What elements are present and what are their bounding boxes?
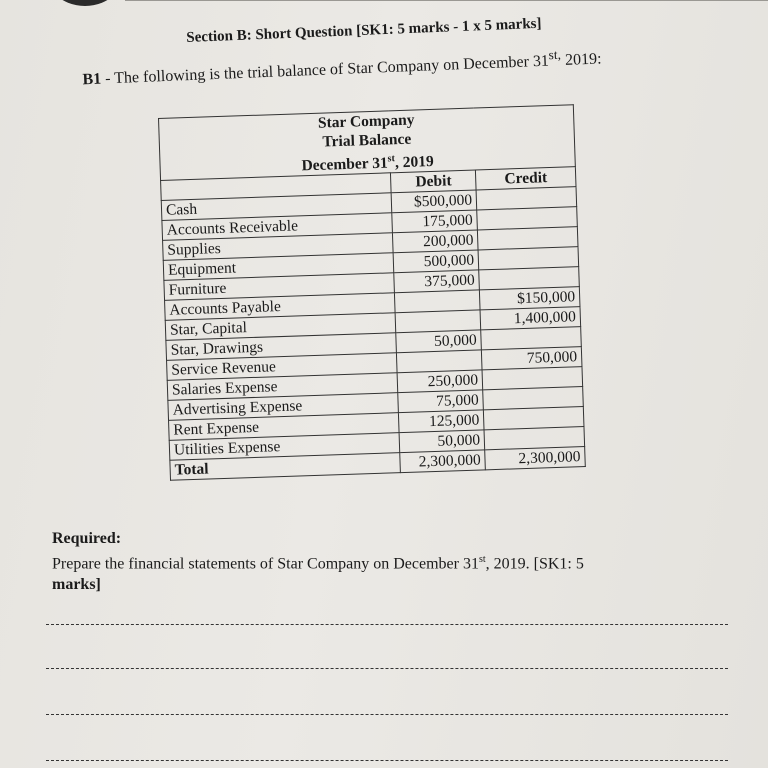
header-rule [125, 0, 768, 1]
credit-cell: 1,400,000 [480, 307, 580, 330]
debit-cell: 75,000 [398, 390, 484, 413]
credit-cell: $150,000 [480, 287, 580, 310]
account-cell: Star, Drawings [166, 333, 397, 361]
required-marks: marks] [52, 576, 101, 594]
debit-cell: 50,000 [396, 330, 482, 353]
debit-cell: 250,000 [397, 370, 483, 393]
question-number: B1 [82, 70, 102, 89]
account-cell: Star, Capital [165, 313, 396, 341]
question-year: 2019: [560, 50, 602, 70]
debit-header: Debit [391, 170, 477, 193]
debit-cell: 375,000 [394, 270, 480, 293]
account-cell: Rent Expense [169, 413, 400, 441]
account-cell: Cash [161, 193, 392, 221]
question-b1 [82, 45, 602, 89]
total-credit: 2,300,000 [485, 447, 585, 470]
answer-line [46, 668, 728, 669]
credit-cell: 750,000 [482, 347, 582, 370]
account-cell: Furniture [164, 273, 395, 301]
account-cell: Equipment [163, 253, 394, 281]
required-text: Prepare the financial statements of Star Company on December 31st, 2019. [SK1: 5 [52, 554, 584, 573]
statement-date: December 31st, 2019 [301, 153, 434, 175]
answer-line [46, 624, 728, 625]
debit-cell: 200,000 [393, 230, 479, 253]
statement-title: Trial Balance [322, 130, 412, 151]
section-title: Section B: Short Question [SK1: 5 marks - 1 x 5 marks] [186, 15, 542, 46]
debit-cell: 125,000 [399, 410, 485, 433]
account-cell: Accounts Payable [165, 293, 396, 321]
debit-cell: 500,000 [393, 250, 479, 273]
trial-balance-wrapper [158, 104, 586, 481]
answer-line [46, 760, 728, 761]
debit-cell: 50,000 [399, 430, 485, 453]
answer-line [46, 714, 728, 715]
debit-cell [395, 310, 481, 333]
total-label: Total [170, 453, 401, 481]
account-cell: Supplies [163, 233, 394, 261]
debit-cell: 175,000 [392, 210, 478, 233]
question-text: - The following is the trial balance of Star Company on December 31 [100, 52, 550, 88]
account-cell: Service Revenue [167, 353, 398, 381]
required-section [52, 528, 732, 595]
account-cell: Utilities Expense [169, 433, 400, 461]
credit-header: Credit [476, 167, 576, 190]
logo-fragment [40, 0, 130, 6]
account-cell: Advertising Expense [168, 393, 399, 421]
company-name: Star Company [317, 111, 415, 132]
question-sup: st, [548, 46, 562, 63]
account-cell: Salaries Expense [167, 373, 398, 401]
debit-cell: $500,000 [391, 190, 477, 213]
total-debit: 2,300,000 [400, 450, 486, 473]
trial-balance-table [158, 104, 586, 481]
account-cell: Accounts Receivable [162, 213, 393, 241]
required-label: Required: [52, 530, 122, 547]
debit-cell [395, 290, 481, 313]
